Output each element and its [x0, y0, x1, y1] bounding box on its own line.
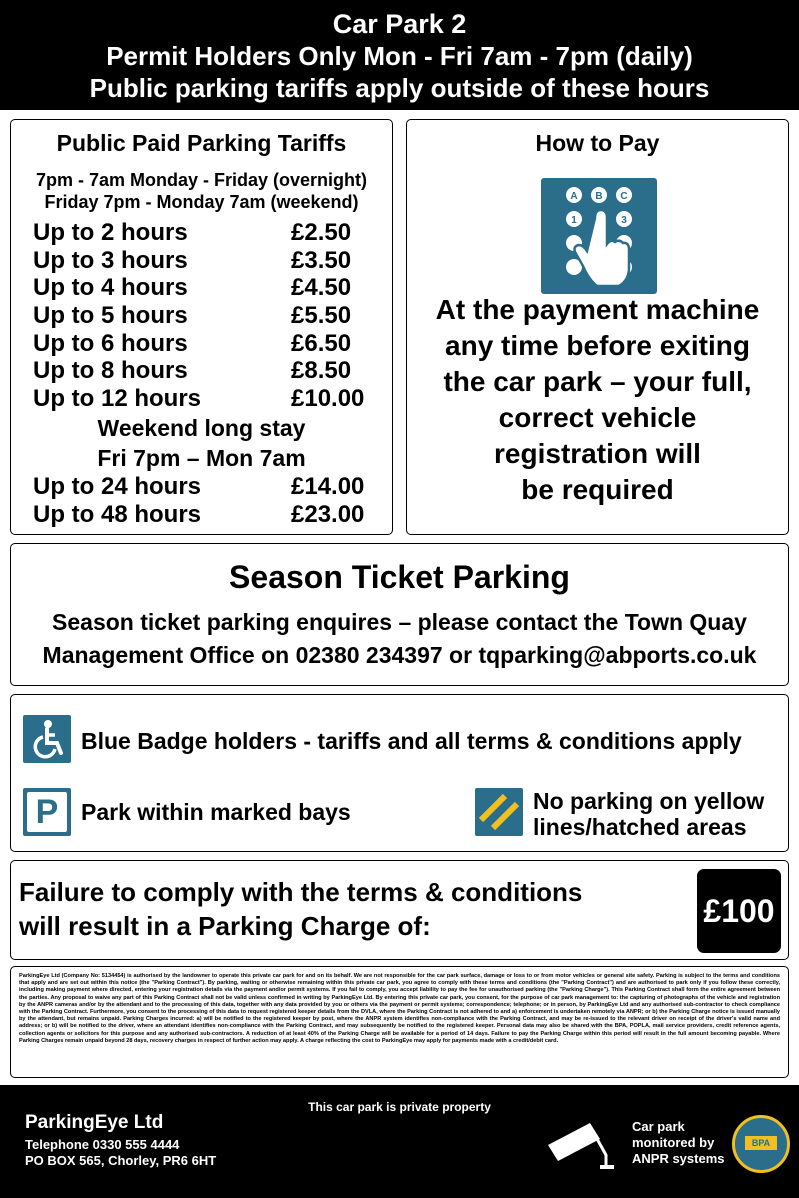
pay-line: correct vehicle	[498, 402, 697, 433]
rate-row	[11, 330, 392, 358]
company-name: ParkingEye Ltd	[25, 1112, 164, 1133]
rate-row	[11, 247, 392, 275]
public-tariffs-note: Public parking tariffs apply outside of these hours	[89, 73, 710, 103]
rate-price: £23.00	[291, 500, 365, 528]
company-phone: Telephone 0330 555 4444	[25, 1137, 180, 1152]
rate-row	[11, 274, 392, 302]
yellow-line-1: No parking on yellow	[533, 788, 765, 814]
rate-price: £5.50	[291, 302, 352, 330]
rate-label: Up to 3 hours	[33, 246, 188, 274]
key-label: 3	[621, 215, 627, 226]
yellow-line-2: lines/hatched areas	[533, 814, 747, 840]
charge-amount: £100	[697, 869, 781, 953]
keypad-icon	[541, 178, 657, 294]
charge-line: Failure to comply with the terms & conditions	[19, 877, 583, 907]
rate-price: £2.50	[291, 219, 352, 246]
rate-label: Up to 12 hours	[33, 385, 202, 413]
pay-line: registration will	[494, 438, 701, 469]
pay-line: the car park – your full,	[443, 366, 752, 397]
permit-hours: Permit Holders Only Mon - Fri 7am - 7pm (daily)	[106, 41, 693, 71]
rate-price: £4.50	[291, 274, 352, 302]
yellow-lines-icon	[475, 788, 523, 836]
tariffs-overnight: 7pm - 7am Monday - Friday (overnight)	[35, 170, 368, 190]
rate-row	[11, 385, 392, 413]
rate-row	[11, 302, 392, 330]
bays-text: Park within marked bays	[81, 799, 351, 825]
season-line: Season ticket parking enquires – please contact the Town Quay	[52, 609, 747, 635]
pay-line: be required	[521, 474, 674, 505]
blue-badge-text: Blue Badge holders - tariffs and all terms & conditions apply	[81, 728, 742, 754]
camera-icon	[540, 1115, 620, 1180]
rate-label: Up to 8 hours	[33, 357, 188, 385]
season-ticket-panel	[10, 543, 789, 686]
rate-row	[11, 357, 392, 385]
yellow-lines-text	[533, 788, 764, 840]
rate-row	[11, 501, 392, 529]
season-title: Season Ticket Parking	[229, 559, 570, 595]
season-line: Management Office on 02380 234397 or tqparking@abports.co.uk	[42, 642, 757, 668]
pay-line: any time before exiting	[445, 330, 750, 361]
rate-row	[11, 473, 392, 501]
tariffs-weekend: Friday 7pm - Monday 7am (weekend)	[44, 192, 359, 212]
rate-label: Up to 6 hours	[33, 329, 188, 357]
anpr-line: monitored by	[632, 1135, 715, 1150]
wheelchair-icon	[23, 715, 71, 763]
weekend-title: Weekend long stay	[97, 414, 306, 441]
weekend-sub: Fri 7pm – Mon 7am	[97, 444, 306, 471]
rate-row	[11, 219, 392, 247]
anpr-line: Car park	[632, 1119, 685, 1134]
terms-panel	[10, 966, 789, 1078]
header	[0, 0, 799, 110]
rate-price: £3.50	[291, 246, 352, 274]
car-park-title: Car Park 2	[332, 9, 467, 39]
parking-letter: P	[35, 793, 59, 831]
anpr-text	[632, 1119, 725, 1167]
parking-icon	[23, 788, 71, 836]
parking-charge-panel	[10, 860, 789, 960]
rate-label: Up to 24 hours	[33, 472, 202, 500]
charge-text	[19, 875, 582, 943]
tariffs-title: Public Paid Parking Tariffs	[56, 130, 347, 156]
bpa-approved-logo	[732, 1115, 790, 1173]
rate-price: £6.50	[291, 329, 352, 357]
pay-line: At the payment machine	[435, 294, 760, 325]
rate-price: £8.50	[291, 357, 352, 385]
how-to-pay-title: How to Pay	[535, 130, 660, 156]
tariffs-panel	[10, 119, 393, 535]
rate-label: Up to 5 hours	[33, 302, 188, 330]
key-label: C	[620, 191, 628, 202]
charge-line: will result in a Parking Charge of:	[19, 911, 431, 941]
footer	[0, 1085, 799, 1198]
rules-panel	[10, 694, 789, 852]
key-label: B	[595, 191, 603, 202]
rate-label: Up to 48 hours	[33, 500, 202, 528]
company-address: PO BOX 565, Chorley, PR6 6HT	[25, 1153, 217, 1168]
rate-label: Up to 4 hours	[33, 274, 188, 302]
company-contact	[25, 1137, 216, 1169]
terms-text: ParkingEye Ltd (Company No: 5134454) is authorised by the landowner to operate this private car park for and on its behalf. We are not responsible for the car park surface, damage or loss to or from motor vehicles or general site safety. Parking is subject to the terms and conditions that apply and are set out within this notice (the "Parking Contract"). By parking, waiting or otherwise remaining within this private car park, you agree to comply with these terms and conditions (the "Parking Contract") and are authorised to park only if you follow these correctly, including making payment where directed, entering your registration details via the payment and/or permit systems. If you fail to comply, you accept liability to pay the fee for unauthorised parking (the "Parking Charge"). This Parking Contract shall form the entire agreement between the parties. Any proposal to waive any part of this Parking Contract shall not be valid unless confirmed in writing by ParkingEye Ltd. By entering this private car park, you consent, for the purpose of car park management to: the capturing of photographs of the vehicle and registration by the ANPR cameras and/or by the attendant and to the processing of this data, together with any data provided by you or others via the payment or permit systems; correspondence; telephone; or in person, by ParkingEye Ltd and any authorised sub-contractor to check compliance with the Parking Contract. Furthermore, you consent to the processing of this data to request registered keeper details from the DVLA, where the Parking Contract is not adhered to and a) enforcement is undertaken remotely via ANPR; or b) the Parking Charge notice is issued manually by the attendant, but remains unpaid. Parking Charges incurred: a) will be notified to the registered keeper by post, where the ANPR system identifies non-compliance with the Parking Contract, and may be re-issued to the relevant driver on receipt of the driver's valid name and address; or b) will be notified to the driver, where an attendant identifies non-compliance with the Parking Contract, and may subsequently be notified to the registered keeper. Personal data may also be shared with the BPA, POPLA, mail service providers, credit reference agents, collection agents or solicitors for this purpose and any authorised sub-contractors. A reduction of at least 40% of the Parking Charge will be available for a period of 14 days. Failure to pay the Parking Charge within this period will result in the full amount becoming payable. Where Parking Charges remain unpaid beyond 28 days, recovery charges in respect of further action may apply. A charge reflecting the cost to ParkingEye may apply for payments made with a credit/debit card.	[19, 973, 780, 1044]
bpa-label: BPA	[745, 1136, 777, 1150]
rate-label: Up to 2 hours	[33, 219, 188, 246]
how-to-pay-panel	[406, 119, 789, 535]
key-label: 1	[571, 215, 577, 226]
rate-price: £10.00	[291, 385, 365, 413]
anpr-line: ANPR systems	[632, 1151, 725, 1166]
private-property-text: This car park is private property	[308, 1100, 491, 1114]
key-label: A	[570, 191, 578, 202]
rate-price: £14.00	[291, 472, 365, 500]
season-text	[11, 606, 788, 672]
how-to-pay-text	[407, 292, 788, 508]
rates-list	[11, 219, 392, 413]
